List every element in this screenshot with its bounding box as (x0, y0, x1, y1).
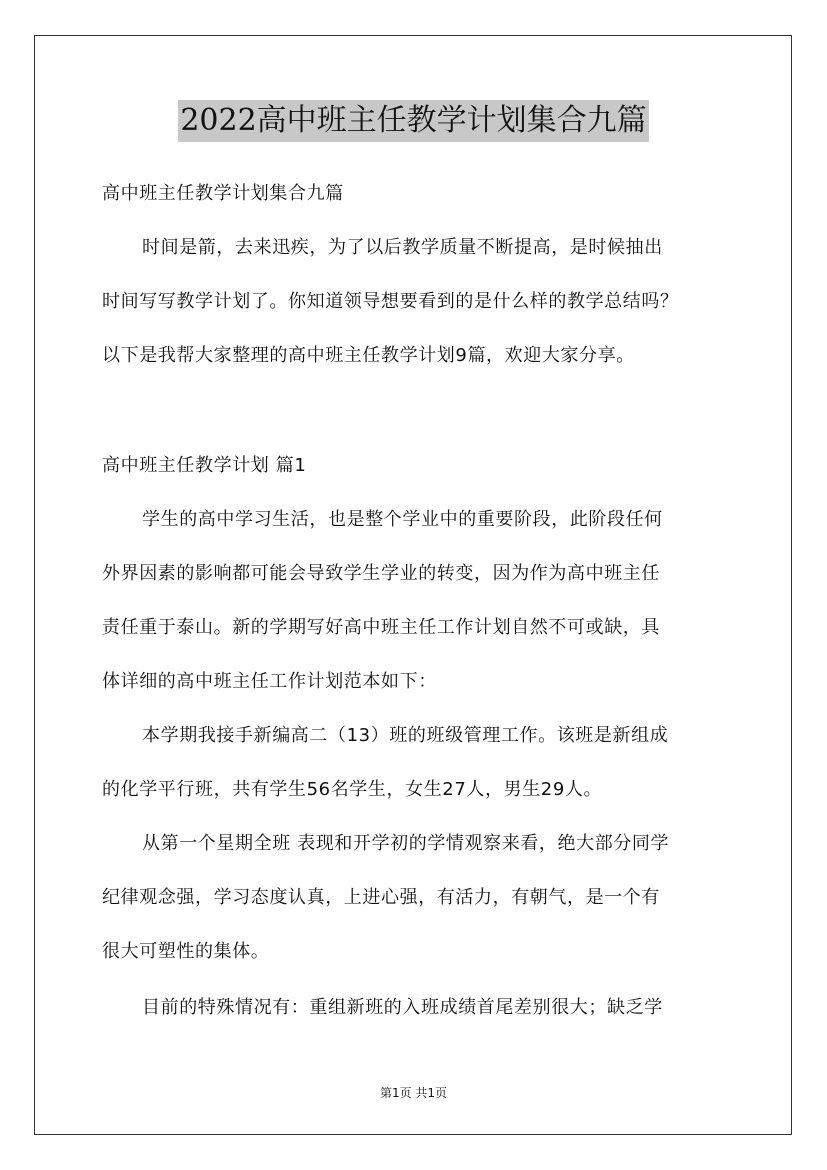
section-heading: 高中班主任教学计划 篇1 (102, 455, 307, 476)
document-title: 2022高中班主任教学计划集合九篇 (178, 100, 648, 142)
paragraph-line: 很大可塑性的集体。 (102, 941, 270, 962)
paragraph-line: 时间是箭，去来迅疾，为了以后教学质量不断提高，是时候抽出 (142, 237, 663, 258)
page-footer: 第1页 共1页 (379, 1086, 448, 1100)
paragraph-line: 纪律观念强，学习态度认真，上进心强，有活力，有朝气，是一个有 (102, 887, 660, 908)
paragraph-line: 时间写写教学计划了。你知道领导想要看到的是什么样的教学总结吗？ (102, 291, 679, 312)
paragraph-line: 以下是我帮大家整理的高中班主任教学计划9篇，欢迎大家分享。 (102, 345, 635, 366)
paragraph-line: 学生的高中学习生活，也是整个学业中的重要阶段，此阶段任何 (142, 509, 663, 530)
subtitle-line: 高中班主任教学计划集合九篇 (102, 183, 344, 204)
paragraph-line: 本学期我接手新编高二（13）班的班级管理工作。该班是新组成 (142, 725, 669, 746)
paragraph-line: 的化学平行班，共有学生56名学生，女生27人，男生29人。 (102, 779, 603, 800)
paragraph-line: 从第一个星期全班 表现和开学初的学情观察来看，绝大部分同学 (142, 833, 670, 854)
title-container (0, 100, 827, 142)
paragraph-line: 责任重于泰山。新的学期写好高中班主任工作计划自然不可或缺，具 (102, 617, 660, 638)
paragraph-line: 体详细的高中班主任工作计划范本如下： (102, 671, 437, 692)
paragraph-line: 外界因素的影响都可能会导致学生学业的转变，因为作为高中班主任 (102, 563, 660, 584)
paragraph-line: 目前的特殊情况有：重组新班的入班成绩首尾差别很大；缺乏学 (142, 997, 663, 1018)
